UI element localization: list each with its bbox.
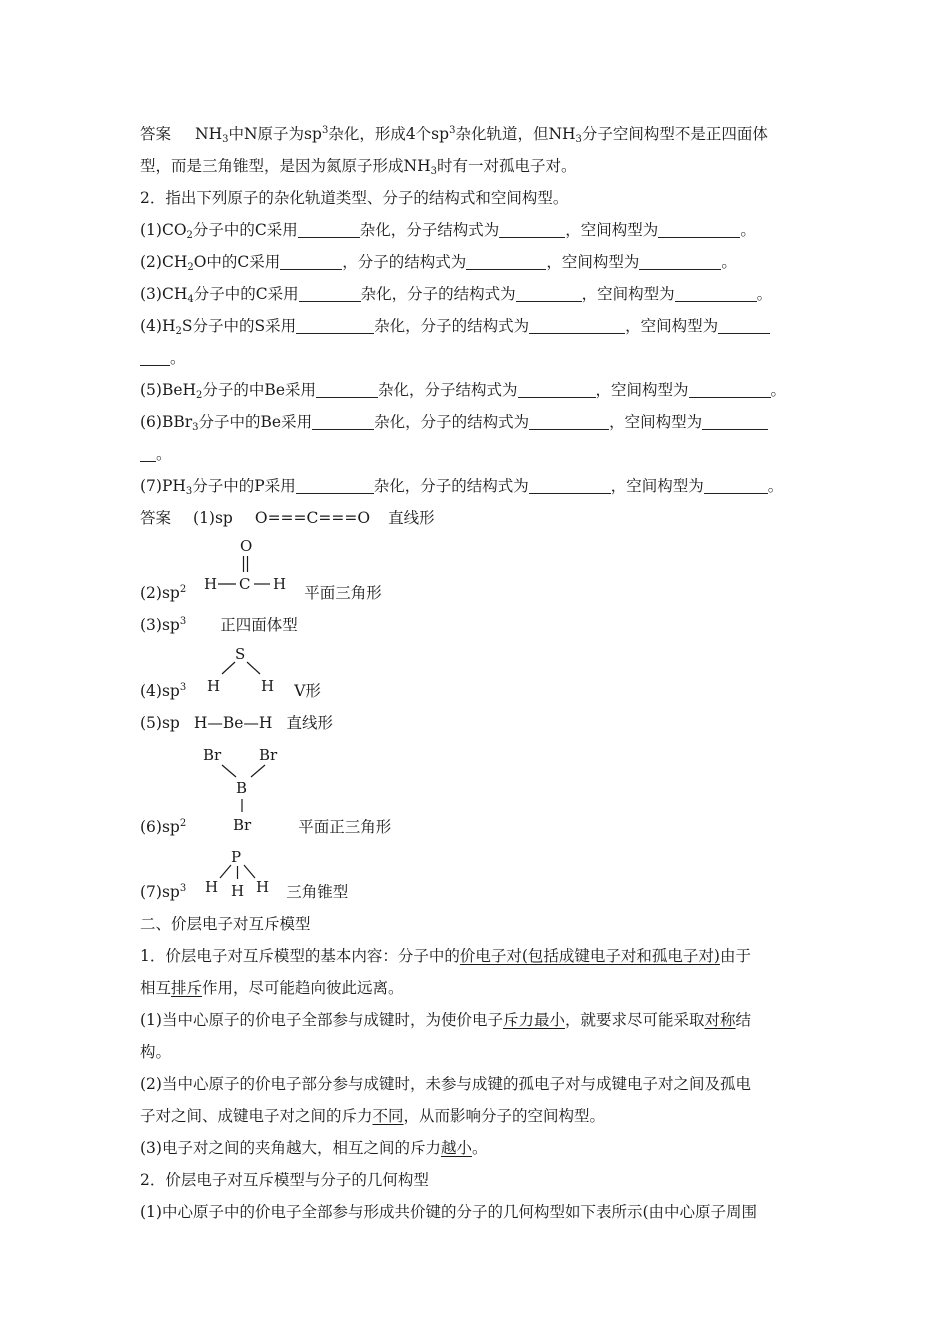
shape-label: 直线形 — [388, 509, 435, 527]
text: 中N原子为sp — [228, 125, 322, 143]
underlined-term: 不同 — [372, 1107, 404, 1125]
answer-blank[interactable] — [312, 413, 374, 430]
text: 型，而是三角锥型，是因为氮原子形成NH — [140, 157, 431, 175]
section2-bullet-3 — [140, 1137, 488, 1159]
answer-2 — [140, 582, 382, 604]
text: 作用，尽可能趋向彼此远离。 — [202, 979, 404, 997]
answer-blank[interactable] — [299, 285, 361, 302]
text: 。 — [156, 445, 172, 463]
answer-label: 答案 — [140, 125, 172, 143]
text: (7)sp — [140, 883, 180, 901]
answer-blank[interactable] — [675, 285, 757, 302]
answer-blank[interactable] — [529, 413, 609, 430]
atom-br: Br — [259, 746, 278, 764]
answer-blank[interactable] — [639, 253, 721, 270]
answer-blank[interactable] — [718, 317, 770, 334]
text: 杂化，分子的结构式为 — [360, 285, 516, 303]
section2-bullet-2: (2)当中心原子的价电子部分参与成键时，未参与成键的孤电子对与成键电子对之间及孤电 — [140, 1075, 751, 1093]
text: (1)sp — [193, 509, 233, 527]
answer-3 — [140, 614, 298, 636]
text: ，空间构型为 — [595, 381, 689, 399]
text: 分子中的P采用 — [192, 477, 296, 495]
section2-bullet-1 — [140, 1009, 751, 1031]
question-item-3 — [140, 283, 772, 305]
answer-7 — [140, 881, 348, 903]
answer-blank[interactable] — [140, 349, 170, 366]
superscript: 3 — [449, 125, 456, 136]
text: 分子中的Be采用 — [198, 413, 313, 431]
text: 结 — [735, 1011, 752, 1029]
answer-blank[interactable] — [689, 381, 771, 398]
question-item-2 — [140, 251, 737, 273]
section2-paragraph-3: (1)中心原子中的价电子全部参与形成共价键的分子的几何构型如下表所示(由中心原子周围 — [140, 1203, 758, 1221]
text: 杂化，分子的结构式为 — [373, 477, 529, 495]
answer-blank[interactable] — [518, 381, 596, 398]
underlined-term: 斥力最小 — [502, 1011, 565, 1029]
text: (3)sp — [140, 616, 180, 634]
answer-blank[interactable] — [296, 477, 374, 494]
text: (6)sp — [140, 818, 180, 836]
shape-label: 三角锥型 — [286, 883, 349, 901]
text: 由于 — [719, 947, 751, 965]
text: (6)BBr — [140, 413, 193, 431]
shape-label: V形 — [294, 682, 321, 700]
shape-label: 正四面体型 — [220, 616, 298, 634]
text: ，空间构型为 — [625, 317, 719, 335]
atom-h: H — [261, 677, 275, 695]
answer-blank[interactable] — [298, 221, 360, 238]
question-2-title: 2．指出下列原子的杂化轨道类型、分子的结构式和空间构型。 — [140, 189, 569, 207]
text: 1．价层电子对互斥模型的基本内容：分子中的 — [140, 947, 460, 965]
text: ，空间构型为 — [609, 413, 703, 431]
subscript: 3 — [222, 134, 229, 145]
answer-blank[interactable] — [529, 477, 611, 494]
atom-br: Br — [233, 816, 252, 834]
subscript: 4 — [187, 294, 194, 305]
question-item-5 — [140, 379, 786, 401]
atom-p: P — [231, 848, 242, 866]
question-item-6 — [140, 411, 768, 433]
underlined-term: 对称 — [704, 1011, 736, 1029]
structural-formula: H—Be—H — [193, 714, 273, 732]
text: (4)H — [140, 317, 176, 335]
text: 相互 — [140, 979, 172, 997]
underlined-term: 越小 — [440, 1139, 472, 1157]
text: 。 — [756, 285, 773, 303]
text: ，就要求尽可能采取 — [564, 1011, 705, 1029]
atom-h: H — [205, 878, 219, 896]
text: ，空间构型为 — [546, 253, 640, 271]
text: 杂化，分子的结构式为 — [374, 413, 530, 431]
atom-h: H — [273, 575, 287, 593]
question-item-1 — [140, 219, 756, 241]
single-bond — [251, 765, 265, 777]
text: 杂化，分子结构式为 — [359, 221, 500, 239]
answer-blank[interactable] — [316, 381, 378, 398]
text: 杂化轨道，但NH — [455, 125, 576, 143]
single-bond — [244, 865, 255, 878]
text: 分子中的C采用 — [193, 285, 299, 303]
section2-bullet-2-cont — [140, 1105, 605, 1127]
text: ，空间构型为 — [581, 285, 675, 303]
subscript: 2 — [196, 390, 203, 401]
atom-h: H — [256, 878, 270, 896]
text: 时有一对孤电子对。 — [436, 157, 577, 175]
underlined-term: 排斥 — [171, 979, 203, 997]
answer-blank[interactable] — [702, 413, 768, 430]
subscript: 2 — [186, 230, 193, 241]
atom-s: S — [235, 645, 246, 663]
subscript: 3 — [192, 422, 199, 433]
answer-5 — [140, 712, 333, 734]
text: 分子的中Be采用 — [202, 381, 316, 399]
text: ，从而影响分子的空间构型。 — [403, 1107, 606, 1125]
text: (7)PH — [140, 477, 186, 495]
single-bond — [222, 765, 236, 777]
text: (1)当中心原子的价电子全部参与成键时，为使价电子 — [140, 1011, 503, 1029]
text: 杂化，形成4个sp — [328, 125, 450, 143]
section-heading: 二、价层电子对互斥模型 — [140, 915, 311, 933]
shape-label: 直线形 — [286, 714, 333, 732]
text: 。 — [770, 381, 787, 399]
text: (4)sp — [140, 682, 180, 700]
subscript: 2 — [175, 326, 182, 337]
text: (5)sp — [140, 714, 180, 732]
answer-blank[interactable] — [516, 285, 582, 302]
answer-blank[interactable] — [140, 445, 156, 462]
text: 。 — [767, 477, 784, 495]
atom-h: H — [231, 882, 245, 900]
question-item-6-cont — [140, 443, 172, 465]
answer-blank[interactable] — [466, 253, 546, 270]
single-bond — [222, 662, 235, 674]
atom-h: H — [207, 677, 221, 695]
section2-paragraph-1 — [140, 945, 751, 967]
text: (3)电子对之间的夹角越大，相互之间的斥力 — [140, 1139, 441, 1157]
question-item-4-cont — [140, 347, 186, 369]
section2-bullet-1-cont: 构。 — [140, 1043, 172, 1061]
shape-label: 平面正三角形 — [298, 818, 392, 836]
answer-1 — [140, 507, 435, 529]
answer-paragraph-line2 — [140, 155, 576, 177]
answer-blank[interactable] — [499, 221, 565, 238]
text: (2)sp — [140, 584, 180, 602]
single-bond — [247, 662, 260, 674]
section2-paragraph-1-cont — [140, 977, 404, 999]
text: 杂化，分子结构式为 — [378, 381, 518, 399]
atom-o: O — [240, 537, 253, 555]
answer-blank[interactable] — [658, 221, 740, 238]
underlined-term: 价电子对(包括成键电子对和孤电子对) — [459, 947, 720, 965]
question-item-7 — [140, 475, 783, 497]
superscript: 3 — [179, 883, 187, 894]
answer-label: 答案 — [140, 509, 172, 527]
atom-b: B — [236, 779, 248, 797]
text: 子对之间、成键电子对之间的斥力 — [140, 1107, 373, 1125]
text: S分子中的S采用 — [181, 317, 297, 335]
subscript: 3 — [575, 134, 582, 145]
text: 分子中的C采用 — [192, 221, 298, 239]
text: ，空间构型为 — [610, 477, 704, 495]
text: 。 — [471, 1139, 488, 1157]
text: NH — [195, 125, 223, 143]
answer-blank[interactable] — [529, 317, 625, 334]
subscript: 3 — [185, 486, 193, 497]
text: (3)CH — [140, 285, 188, 303]
answer-blank[interactable] — [704, 477, 768, 494]
text: 。 — [721, 253, 737, 271]
answer-4 — [140, 680, 321, 702]
text: 杂化，分子的结构式为 — [374, 317, 530, 335]
answer-blank[interactable] — [296, 317, 374, 334]
text: 。 — [170, 349, 186, 367]
atom-h: H — [204, 575, 218, 593]
text: (1)CO — [140, 221, 187, 239]
answer-6 — [140, 816, 391, 838]
text: O中的C采用 — [193, 253, 281, 271]
superscript: 3 — [179, 616, 187, 627]
answer-blank[interactable] — [280, 253, 342, 270]
subscript: 2 — [187, 262, 194, 273]
text: (2)CH — [140, 253, 188, 271]
text: 分子空间构型不是正四面体 — [581, 125, 768, 143]
atom-br: Br — [203, 746, 222, 764]
question-item-4 — [140, 315, 770, 337]
answer-paragraph-line1 — [140, 123, 768, 145]
shape-label: 平面三角形 — [304, 584, 382, 602]
atom-c: C — [239, 575, 251, 593]
superscript: 2 — [179, 584, 187, 595]
text: ，分子的结构式为 — [342, 253, 467, 271]
superscript: 2 — [179, 818, 187, 829]
text: (5)BeH — [140, 381, 197, 399]
superscript: 3 — [321, 125, 329, 136]
superscript: 3 — [179, 682, 187, 693]
single-bond — [220, 865, 231, 878]
structural-formula: O===C===O — [254, 509, 371, 527]
section2-paragraph-2: 2．价层电子对互斥模型与分子的几何构型 — [140, 1171, 429, 1189]
subscript: 3 — [430, 166, 437, 177]
text: 。 — [740, 221, 756, 239]
text: ，空间构型为 — [565, 221, 659, 239]
